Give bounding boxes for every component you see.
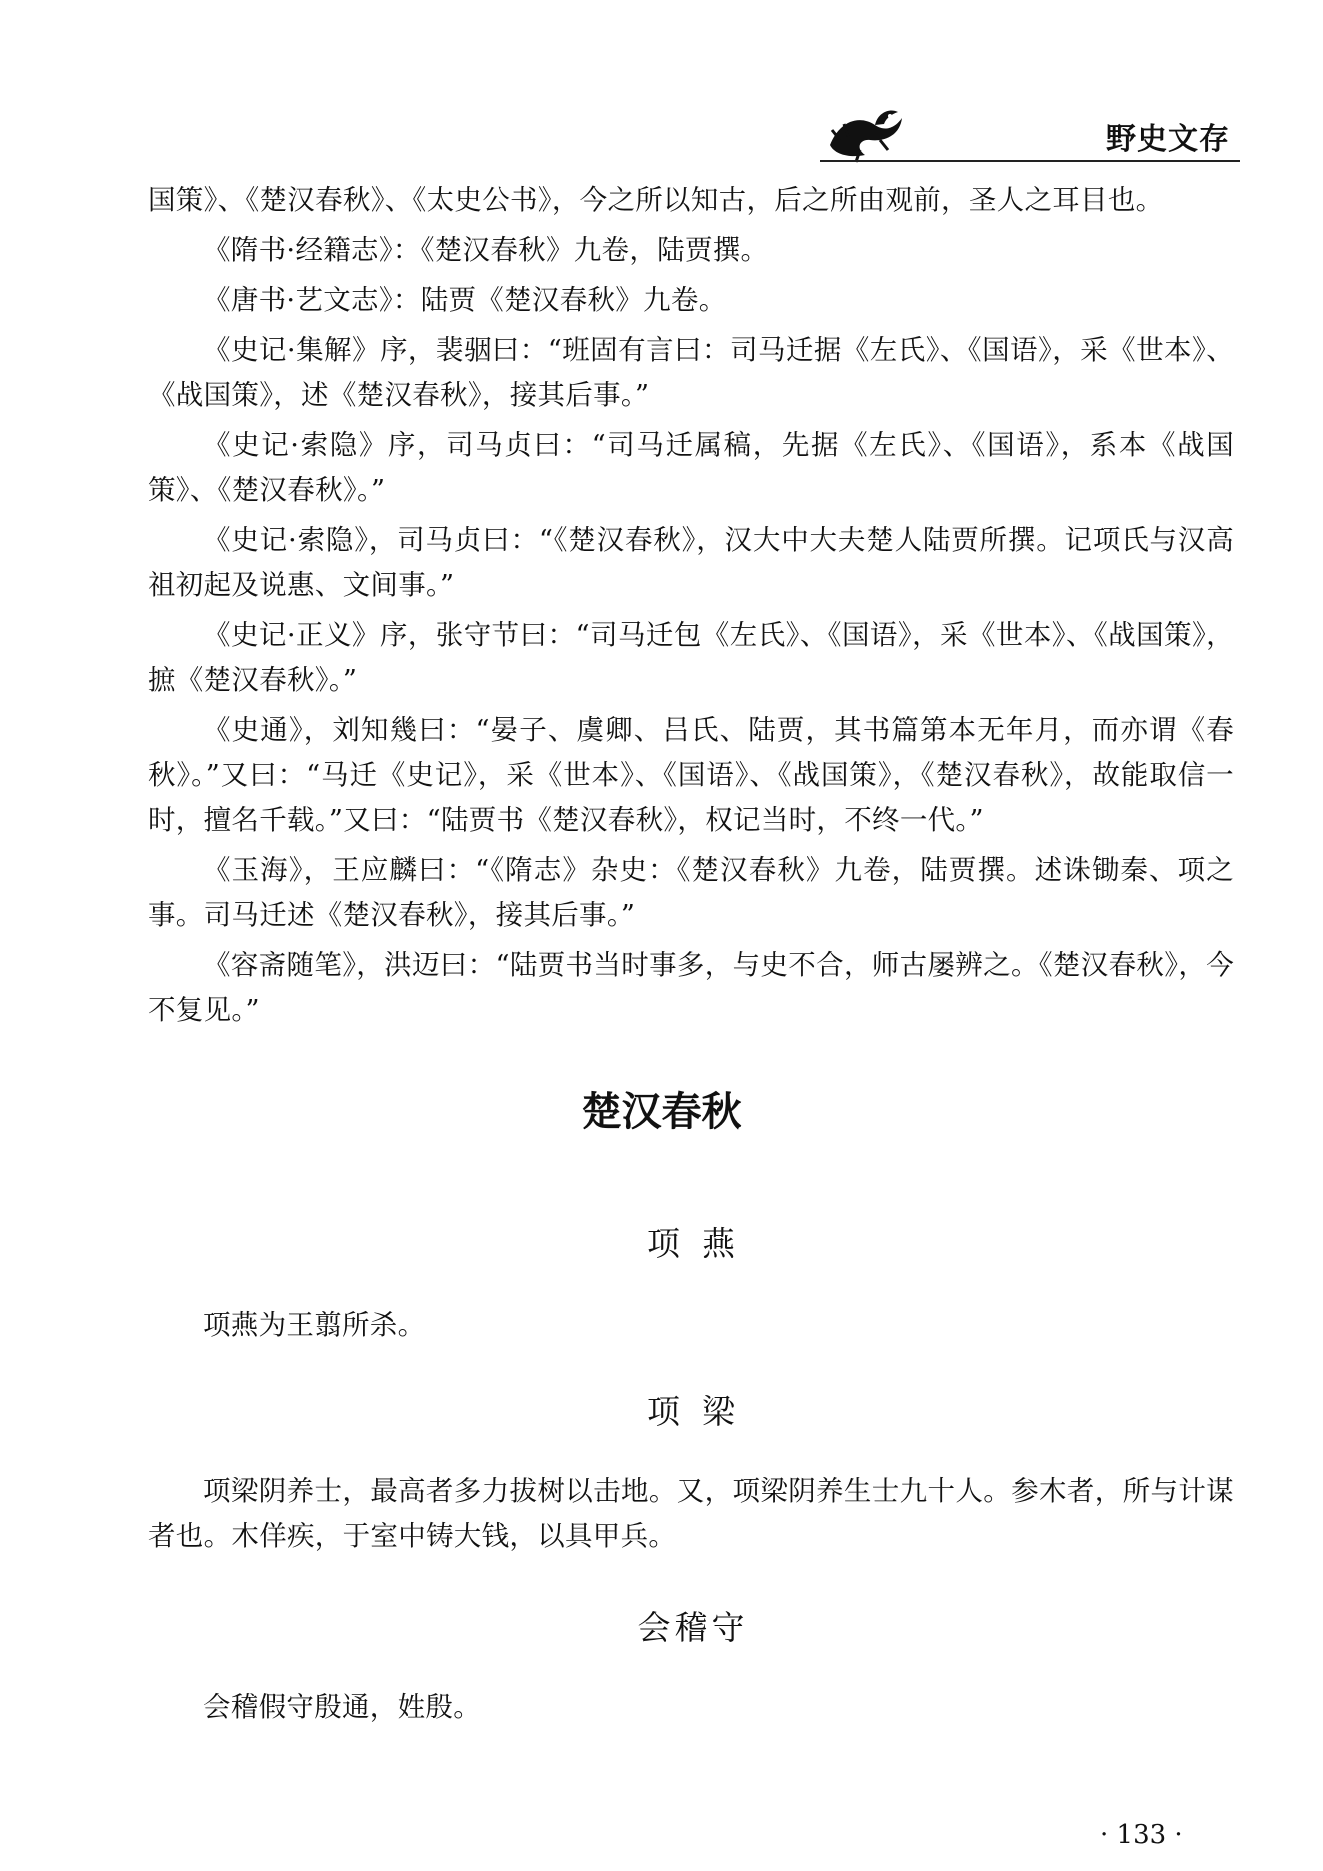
citation-paragraph: 《史记·集解》序，裴骃曰：“班固有言曰：司马迁据《左氏》、《国语》，采《世本》、《战国策》，述《楚汉春秋》，接其后事。” [148,334,1234,411]
citation-paragraph: 《玉海》，王应麟曰：“《隋志》杂史：《楚汉春秋》九卷，陆贾撰。述诛锄秦、项之事。司马迁述《楚汉春秋》，接其后事。” [148,854,1234,931]
book-title: 楚汉春秋 [581,1089,742,1135]
citation-paragraph: 《史记·索隐》序，司马贞曰：“司马迁属稿，先据《左氏》、《国语》，系本《战国策》、《楚汉春秋》。” [148,429,1234,506]
section-heading: 会稽守 [637,1608,749,1647]
page-number: · 133 · [1100,1820,1183,1850]
citation-paragraph: 《史通》，刘知幾曰：“晏子、虞卿、吕氏、陆贾，其书篇第本无年月，而亦谓《春秋》。”又曰：“马迁《史记》，采《世本》、《国语》、《战国策》，《楚汉春秋》，故能取信一时，擅名千载。”又曰：“陆贾书《楚汉春秋》，权记当时，不终一代。” [148,714,1234,836]
citation-paragraph: 《唐书·艺文志》：陆贾《楚汉春秋》九卷。 [203,284,727,316]
section-text: 项燕为王翦所杀。 [203,1309,426,1341]
section-heading: 项梁 [647,1392,757,1431]
section-heading: 项燕 [647,1224,757,1263]
citation-paragraph: 国策》、《楚汉春秋》、《太史公书》，今之所以知古，后之所由观前，圣人之耳目也。 [148,184,1164,216]
section-xiang-yan [148,1218,1234,1353]
series-title: 野史文存 [1106,122,1230,157]
citation-paragraph: 《容斋随笔》，洪迈曰：“陆贾书当时事多，与史不合，师古屡辨之。《楚汉春秋》，今不复见。” [148,949,1234,1026]
citation-paragraph: 《史记·索隐》，司马贞曰：“《楚汉春秋》，汉大中大夫楚人陆贾所撰。记项氏与汉高祖初起及说惠、文间事。” [148,524,1234,601]
section-xiang-liang [148,1386,1234,1564]
section-kuaiji-shou [148,1602,1234,1735]
citation-paragraph: 《隋书·经籍志》：《楚汉春秋》九卷，陆贾撰。 [203,234,769,266]
section-text: 项梁阴养士，最高者多力拔树以击地。又，项梁阴养生士九十人。参木者，所与计谋者也。木佯疾，于室中铸大钱，以具甲兵。 [148,1475,1234,1552]
running-header [820,100,1240,170]
citations-block [148,178,1234,1038]
header-rule [820,160,1240,162]
section-text: 会稽假守殷通，姓殷。 [203,1691,481,1723]
citation-paragraph: 《史记·正义》序，张守节曰：“司马迁包《左氏》、《国语》，采《世本》、《战国策》，摭《楚汉春秋》。” [148,619,1234,696]
